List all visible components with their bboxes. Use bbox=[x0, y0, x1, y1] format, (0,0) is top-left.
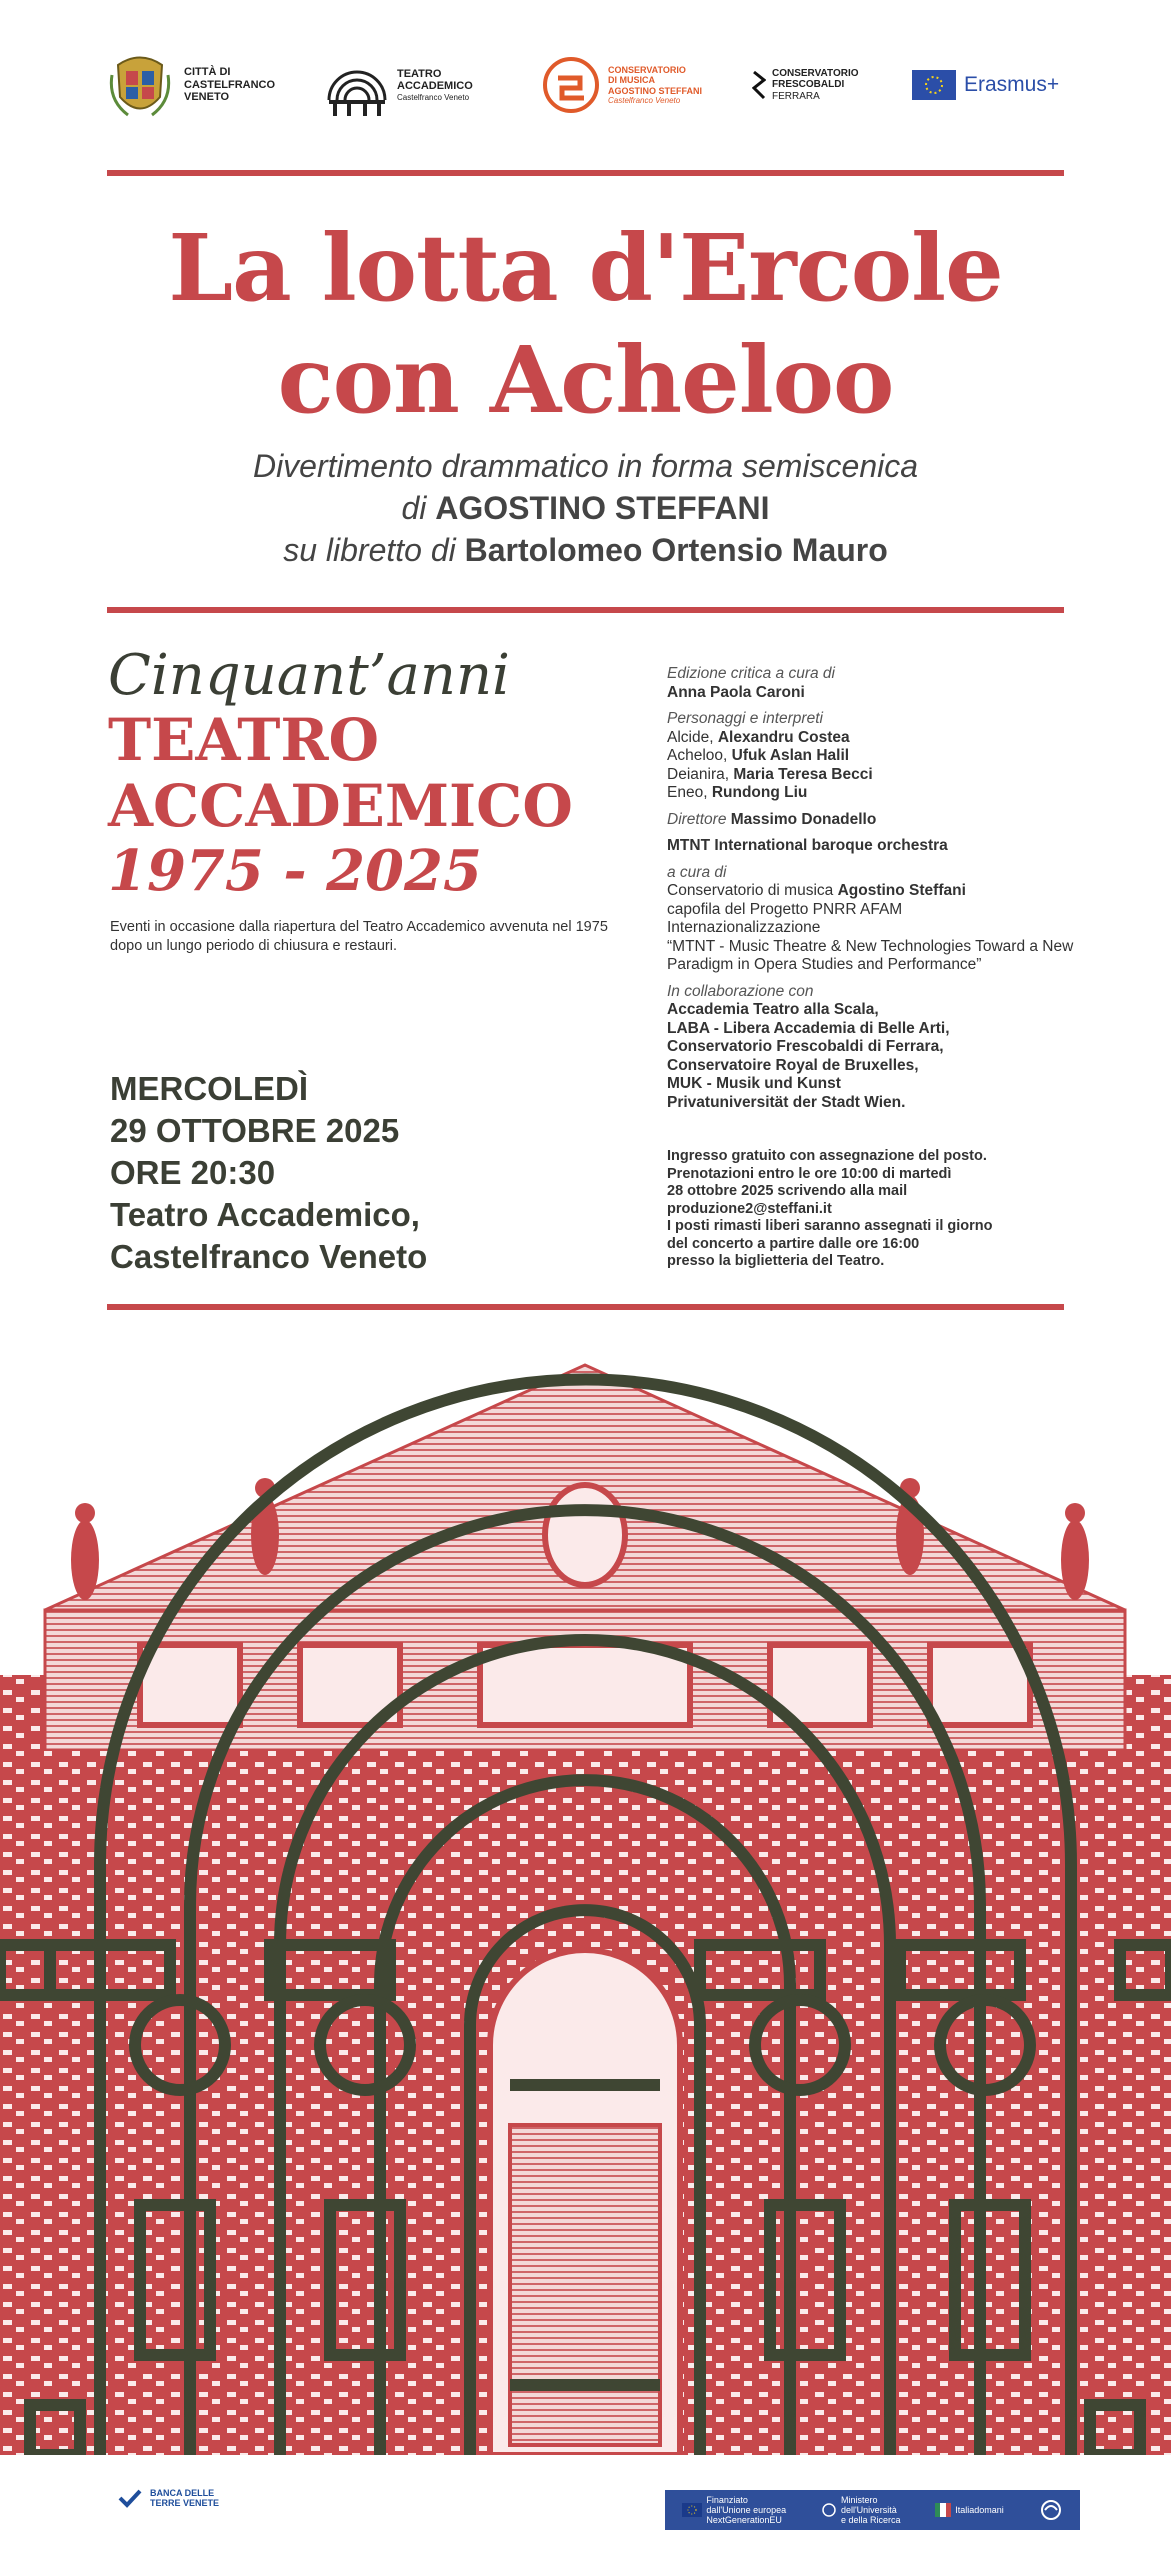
director-line bbox=[667, 811, 1087, 830]
subtitle-line2-prefix: di bbox=[401, 490, 436, 526]
bank-logo bbox=[118, 2488, 219, 2508]
cast-name: Maria Teresa Becci bbox=[733, 765, 873, 783]
conservatorio-steffani-icon bbox=[540, 54, 602, 116]
frescobaldi-line2: FRESCOBALDI bbox=[772, 79, 845, 91]
info-line: del concerto a partire dalle ore 16:00 bbox=[667, 1235, 920, 1252]
eventi-note: Eventi in occasione dalla riapertura del Teatro Accademico avvenuta nel 1975 dopo un lungo periodo di chiusura e restauri. bbox=[110, 919, 608, 954]
subtitle bbox=[0, 445, 1171, 571]
teatro-accademico-label bbox=[397, 68, 473, 102]
ministero-label: Ministero dell'Università e della Ricerca bbox=[840, 2495, 901, 2525]
event-date: 29 OTTOBRE 2025 bbox=[110, 1112, 400, 1149]
swirl-logo-icon bbox=[1039, 2498, 1063, 2522]
cast-role: Eneo, bbox=[667, 784, 712, 801]
italiadomani-label: Italiadomani bbox=[955, 2505, 1004, 2515]
eu-funding-label: Finanziato dall'Unione europea NextGenerationEU bbox=[706, 2495, 787, 2525]
care-line1-name: Agostino Steffani bbox=[837, 882, 966, 899]
cast-name: Ufuk Aslan Halil bbox=[731, 747, 850, 764]
collab-item: Conservatorio Frescobaldi di Ferrara, bbox=[667, 1038, 944, 1055]
funding-bar bbox=[665, 2490, 1080, 2530]
event-date-block bbox=[110, 1068, 427, 1278]
teatro-sub: Castelfranco Veneto bbox=[397, 93, 470, 103]
characters-label: Personaggi e interpreti bbox=[667, 710, 823, 727]
logo-conservatorio-frescobaldi bbox=[752, 45, 859, 125]
care-line3: Internazionalizzazione bbox=[667, 919, 821, 936]
eu-funding bbox=[682, 2495, 786, 2525]
event-day: MERCOLEDÌ bbox=[110, 1070, 308, 1107]
teatro-line2: ACCADEMICO bbox=[397, 80, 473, 93]
event-venue-line2: Castelfranco Veneto bbox=[110, 1238, 428, 1275]
bank-check-icon bbox=[118, 2488, 142, 2508]
coat-of-arms-icon bbox=[108, 45, 172, 125]
eu-flag-icon bbox=[682, 2503, 702, 2517]
italiadomani bbox=[935, 2503, 1004, 2517]
theatre-facade-illustration bbox=[0, 1345, 1171, 2455]
cast-role: Acheloo, bbox=[667, 747, 732, 764]
cast-item bbox=[667, 729, 1087, 748]
collab-item: Conservatoire Royal de Bruxelles, bbox=[667, 1056, 919, 1074]
collab-item: Accademia Teatro alla Scala, bbox=[667, 1001, 879, 1018]
cast-name: Alexandru Costea bbox=[717, 728, 850, 746]
anniversary-line2: TEATRO bbox=[108, 706, 380, 774]
logo-teatro-accademico bbox=[325, 45, 473, 125]
castelfranco-label: CITTÀ DI CASTELFRANCO VENETO bbox=[184, 66, 276, 104]
logo-erasmus bbox=[912, 45, 1059, 125]
subtitle-line2 bbox=[0, 487, 1171, 529]
care-line2: capofila del Progetto PNRR AFAM bbox=[667, 900, 903, 918]
bank-line1: BANCA DELLE bbox=[150, 2488, 215, 2498]
frescobaldi-label bbox=[772, 68, 859, 103]
info-line: Ingresso gratuito con assegnazione del posto. bbox=[667, 1148, 987, 1164]
anniversary-years: 1975 - 2025 bbox=[108, 838, 482, 904]
subtitle-line1: Divertimento drammatico in forma semiscenica bbox=[252, 448, 919, 484]
anniversary-line3: ACCADEMICO bbox=[108, 772, 573, 840]
logo-castelfranco bbox=[108, 45, 275, 125]
teatro-line1: TEATRO bbox=[397, 67, 442, 80]
care-line4: “MTNT - Music Theatre & New Technologies Toward a New Paradigm in Opera Studies and Performance” bbox=[667, 937, 1074, 973]
info-email[interactable]: produzione2@steffani.it bbox=[667, 1200, 832, 1217]
theatre-arches-icon bbox=[325, 50, 389, 120]
orchestra-name: MTNT International baroque orchestra bbox=[667, 837, 948, 854]
composer-name: AGOSTINO STEFFANI bbox=[435, 490, 770, 526]
frescobaldi-line1: CONSERVATORIO bbox=[772, 67, 859, 79]
divider-top bbox=[107, 170, 1064, 176]
collab-item: LABA - Libera Accademia di Belle Arti, bbox=[667, 1019, 950, 1037]
cast-item bbox=[667, 747, 1087, 766]
event-venue-line1: Teatro Accademico, bbox=[110, 1196, 420, 1233]
edition-label: Edizione critica a cura di bbox=[667, 665, 835, 682]
care-line1-prefix: Conservatorio di musica bbox=[667, 882, 838, 899]
title-line1: La lotta d'Ercole bbox=[168, 214, 1003, 322]
divider-middle bbox=[107, 607, 1064, 613]
bank-label bbox=[150, 2488, 219, 2508]
frescobaldi-line3: FERRARA bbox=[772, 90, 820, 102]
conservatorio-sub: Castelfranco Veneto bbox=[608, 96, 681, 106]
cast-role: Alcide, bbox=[667, 728, 718, 746]
care-label: a cura di bbox=[667, 863, 727, 881]
logo-conservatorio-steffani bbox=[540, 45, 702, 125]
info-line: 28 ottobre 2025 scrivendo alla mail bbox=[667, 1183, 908, 1199]
divider-bottom bbox=[107, 1304, 1064, 1310]
ministero bbox=[821, 2495, 901, 2525]
info-line: Prenotazioni entro le ore 10:00 di martedì bbox=[667, 1165, 952, 1182]
edition-name: Anna Paola Caroni bbox=[667, 683, 805, 701]
italy-flag-icon bbox=[935, 2503, 951, 2517]
collab-label: In collaborazione con bbox=[667, 982, 814, 1000]
frescobaldi-mark-icon bbox=[752, 70, 766, 100]
ticket-info bbox=[667, 1148, 1087, 1271]
anniversary-block bbox=[108, 645, 573, 903]
collab-item: Privatuniversität der Stadt Wien. bbox=[667, 1093, 906, 1111]
erasmus-label: Erasmus+ bbox=[964, 73, 1060, 96]
director-name: Massimo Donadello bbox=[730, 810, 877, 828]
page-title bbox=[0, 212, 1171, 436]
conservatorio-name: CONSERVATORIO DI MUSICA AGOSTINO STEFFANI bbox=[608, 64, 703, 96]
cast-role: Deianira, bbox=[667, 765, 734, 783]
credits-block bbox=[667, 665, 1087, 1112]
info-line: presso la biglietteria del Teatro. bbox=[667, 1253, 885, 1269]
cast-name: Rundong Liu bbox=[711, 784, 808, 801]
subtitle-line3 bbox=[0, 529, 1171, 571]
anniversary-line1: Cinquant’anni bbox=[108, 643, 510, 708]
care-line1 bbox=[667, 882, 1087, 901]
director-label: Direttore bbox=[667, 810, 731, 828]
conservatorio-label bbox=[608, 65, 702, 105]
bank-line2: TERRE VENETE bbox=[150, 2498, 220, 2508]
collab-item: MUK - Musik und Kunst bbox=[667, 1075, 841, 1092]
librettist-name: Bartolomeo Ortensio Mauro bbox=[464, 532, 888, 568]
subtitle-line3-prefix: su libretto di bbox=[283, 532, 465, 568]
event-time: ORE 20:30 bbox=[110, 1154, 276, 1191]
emblem-icon bbox=[821, 2502, 837, 2518]
info-line: I posti rimasti liberi saranno assegnati il giorno bbox=[667, 1218, 993, 1234]
cast-item bbox=[667, 766, 1087, 785]
cast-item bbox=[667, 784, 1087, 803]
eu-flag-icon bbox=[912, 70, 956, 100]
title-line2: con Acheloo bbox=[277, 326, 894, 434]
